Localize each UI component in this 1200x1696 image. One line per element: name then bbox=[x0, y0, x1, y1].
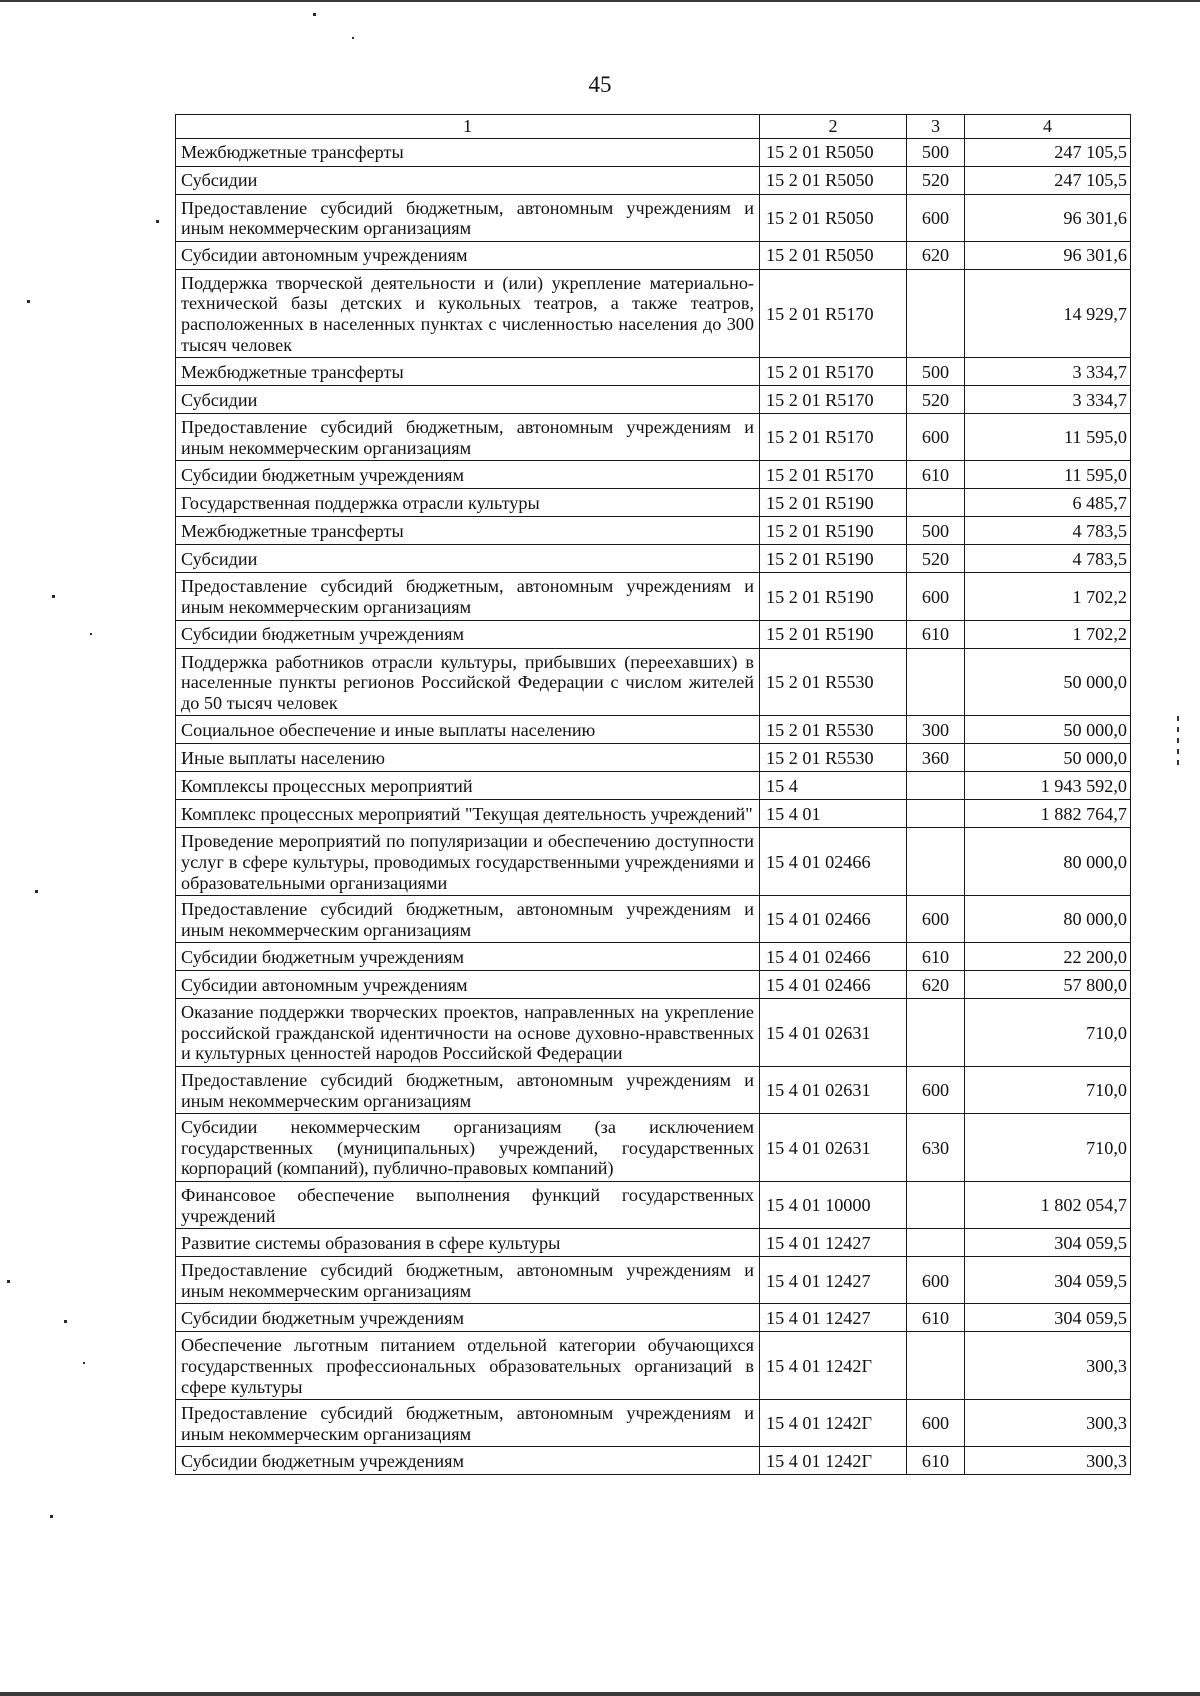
row-name: Предоставление субсидий бюджетным, автономным учреждениям и иным некоммерческим организациям bbox=[176, 1400, 760, 1447]
table-row bbox=[176, 648, 1131, 716]
row-sum: 710,0 bbox=[965, 1067, 1131, 1114]
row-sum: 3 334,7 bbox=[965, 358, 1131, 386]
row-name: Межбюджетные трансферты bbox=[176, 358, 760, 386]
row-name: Субсидии автономным учреждениям bbox=[176, 241, 760, 269]
row-sum: 300,3 bbox=[965, 1400, 1131, 1447]
budget-table bbox=[175, 114, 1131, 1475]
row-sum: 96 301,6 bbox=[965, 194, 1131, 241]
table-row bbox=[176, 414, 1131, 461]
table-body bbox=[176, 138, 1131, 1475]
row-code: 15 2 01 R5050 bbox=[760, 194, 907, 241]
table-row bbox=[176, 971, 1131, 999]
table-row bbox=[176, 1067, 1131, 1114]
row-name: Социальное обеспечение и иные выплаты населению bbox=[176, 716, 760, 744]
row-code: 15 2 01 R5530 bbox=[760, 648, 907, 716]
table-row bbox=[176, 744, 1131, 772]
table-row bbox=[176, 138, 1131, 166]
row-name: Оказание поддержки творческих проектов, направленных на укрепление российской гражданской идентичности на основе духовно-нравственных и культурных ценностей народов Российской Федерации bbox=[176, 999, 760, 1067]
row-sum: 1 802 054,7 bbox=[965, 1182, 1131, 1229]
table-row bbox=[176, 358, 1131, 386]
scan-speck bbox=[313, 13, 316, 16]
row-type bbox=[907, 1332, 965, 1400]
row-code: 15 2 01 R5190 bbox=[760, 573, 907, 620]
row-type: 520 bbox=[907, 166, 965, 194]
row-name: Межбюджетные трансферты bbox=[176, 138, 760, 166]
row-type bbox=[907, 648, 965, 716]
scan-dash bbox=[1177, 716, 1179, 770]
row-sum: 304 059,5 bbox=[965, 1304, 1131, 1332]
row-sum: 304 059,5 bbox=[965, 1229, 1131, 1257]
row-type: 520 bbox=[907, 386, 965, 414]
row-sum: 3 334,7 bbox=[965, 386, 1131, 414]
row-code: 15 2 01 R5530 bbox=[760, 744, 907, 772]
row-name: Субсидии автономным учреждениям bbox=[176, 971, 760, 999]
row-type: 630 bbox=[907, 1114, 965, 1182]
row-type bbox=[907, 269, 965, 357]
row-type bbox=[907, 772, 965, 800]
row-code: 15 2 01 R5050 bbox=[760, 241, 907, 269]
row-code: 15 2 01 R5530 bbox=[760, 716, 907, 744]
row-sum: 1 943 592,0 bbox=[965, 772, 1131, 800]
scan-speck bbox=[7, 1280, 10, 1283]
row-type bbox=[907, 1182, 965, 1229]
row-sum: 14 929,7 bbox=[965, 269, 1131, 357]
table-row bbox=[176, 896, 1131, 943]
row-code: 15 2 01 R5170 bbox=[760, 461, 907, 489]
table-row bbox=[176, 1114, 1131, 1182]
row-sum: 50 000,0 bbox=[965, 648, 1131, 716]
row-code: 15 4 01 1242Г bbox=[760, 1447, 907, 1475]
row-type: 360 bbox=[907, 744, 965, 772]
header-col-code: 2 bbox=[760, 115, 907, 139]
row-type: 610 bbox=[907, 943, 965, 971]
table-row bbox=[176, 1257, 1131, 1304]
row-type: 600 bbox=[907, 194, 965, 241]
table-row bbox=[176, 489, 1131, 517]
row-name: Государственная поддержка отрасли культуры bbox=[176, 489, 760, 517]
row-sum: 710,0 bbox=[965, 999, 1131, 1067]
table-row bbox=[176, 386, 1131, 414]
table-row bbox=[176, 828, 1131, 896]
row-code: 15 4 01 1242Г bbox=[760, 1332, 907, 1400]
row-name: Предоставление субсидий бюджетным, автономным учреждениям и иным некоммерческим организациям bbox=[176, 1067, 760, 1114]
row-type: 600 bbox=[907, 1400, 965, 1447]
row-type: 600 bbox=[907, 1257, 965, 1304]
row-code: 15 2 01 R5050 bbox=[760, 166, 907, 194]
page-number: 45 bbox=[588, 72, 612, 97]
row-name: Межбюджетные трансферты bbox=[176, 517, 760, 545]
row-code: 15 2 01 R5170 bbox=[760, 358, 907, 386]
row-code: 15 4 01 02631 bbox=[760, 999, 907, 1067]
row-code: 15 2 01 R5190 bbox=[760, 489, 907, 517]
row-type bbox=[907, 489, 965, 517]
row-name: Комплекс процессных мероприятий "Текущая деятельность учреждений" bbox=[176, 800, 760, 828]
row-type: 620 bbox=[907, 241, 965, 269]
header-row bbox=[176, 115, 1131, 139]
row-name: Поддержка творческой деятельности и (или) укрепление материально-технической базы детских и кукольных театров, а также театров, расположенных в населенных пунктах с численностью населения до 300 тысяч человек bbox=[176, 269, 760, 357]
row-type bbox=[907, 999, 965, 1067]
row-type: 600 bbox=[907, 896, 965, 943]
row-name: Субсидии bbox=[176, 386, 760, 414]
row-code: 15 4 01 02466 bbox=[760, 971, 907, 999]
row-name: Субсидии bbox=[176, 166, 760, 194]
row-name: Предоставление субсидий бюджетным, автономным учреждениям и иным некоммерческим организациям bbox=[176, 414, 760, 461]
row-code: 15 4 01 bbox=[760, 800, 907, 828]
row-type: 300 bbox=[907, 716, 965, 744]
row-name: Субсидии bbox=[176, 545, 760, 573]
row-code: 15 4 01 02631 bbox=[760, 1067, 907, 1114]
scan-top-edge bbox=[0, 0, 1200, 2]
row-sum: 11 595,0 bbox=[965, 461, 1131, 489]
row-type: 500 bbox=[907, 138, 965, 166]
table-row bbox=[176, 241, 1131, 269]
scan-speck bbox=[156, 220, 159, 223]
row-code: 15 4 01 12427 bbox=[760, 1257, 907, 1304]
row-sum: 1 882 764,7 bbox=[965, 800, 1131, 828]
scan-speck bbox=[50, 1515, 53, 1518]
row-code: 15 2 01 R5050 bbox=[760, 138, 907, 166]
table-row bbox=[176, 620, 1131, 648]
row-name: Проведение мероприятий по популяризации и обеспечению доступности услуг в сфере культуры, проводимых государственными учреждениями и образовательными организациями bbox=[176, 828, 760, 896]
row-code: 15 4 01 02466 bbox=[760, 828, 907, 896]
row-code: 15 2 01 R5170 bbox=[760, 269, 907, 357]
row-sum: 80 000,0 bbox=[965, 896, 1131, 943]
row-type: 600 bbox=[907, 414, 965, 461]
row-sum: 4 783,5 bbox=[965, 517, 1131, 545]
table-row bbox=[176, 573, 1131, 620]
table-row bbox=[176, 461, 1131, 489]
scan-speck bbox=[90, 633, 92, 635]
row-sum: 1 702,2 bbox=[965, 573, 1131, 620]
row-type: 610 bbox=[907, 461, 965, 489]
row-type: 610 bbox=[907, 1447, 965, 1475]
row-name: Субсидии бюджетным учреждениям bbox=[176, 620, 760, 648]
row-sum: 300,3 bbox=[965, 1332, 1131, 1400]
table-row bbox=[176, 716, 1131, 744]
scan-speck bbox=[83, 1362, 85, 1364]
row-sum: 300,3 bbox=[965, 1447, 1131, 1475]
table-row bbox=[176, 517, 1131, 545]
header-col-sum: 4 bbox=[965, 115, 1131, 139]
row-type: 500 bbox=[907, 358, 965, 386]
table-row bbox=[176, 1400, 1131, 1447]
scan-bottom-edge bbox=[0, 1692, 1200, 1696]
table-row bbox=[176, 1447, 1131, 1475]
row-name: Поддержка работников отрасли культуры, прибывших (переехавших) в населенные пункты регионов Российской Федерации с числом жителей до 50 тысяч человек bbox=[176, 648, 760, 716]
row-sum: 247 105,5 bbox=[965, 138, 1131, 166]
row-name: Иные выплаты населению bbox=[176, 744, 760, 772]
header-col-type: 3 bbox=[907, 115, 965, 139]
table-row bbox=[176, 269, 1131, 357]
header-col-name: 1 bbox=[176, 115, 760, 139]
row-code: 15 4 01 02466 bbox=[760, 943, 907, 971]
table-row bbox=[176, 194, 1131, 241]
row-type bbox=[907, 1229, 965, 1257]
row-name: Обеспечение льготным питанием отдельной категории обучающихся государственных профессиональных образовательных организаций в сфере культуры bbox=[176, 1332, 760, 1400]
row-name: Субсидии бюджетным учреждениям bbox=[176, 1304, 760, 1332]
row-sum: 247 105,5 bbox=[965, 166, 1131, 194]
row-type: 620 bbox=[907, 971, 965, 999]
row-type: 600 bbox=[907, 1067, 965, 1114]
row-sum: 96 301,6 bbox=[965, 241, 1131, 269]
row-sum: 57 800,0 bbox=[965, 971, 1131, 999]
row-code: 15 2 01 R5190 bbox=[760, 545, 907, 573]
row-sum: 50 000,0 bbox=[965, 716, 1131, 744]
row-code: 15 4 01 02466 bbox=[760, 896, 907, 943]
row-sum: 22 200,0 bbox=[965, 943, 1131, 971]
row-name: Субсидии бюджетным учреждениям bbox=[176, 1447, 760, 1475]
table-row bbox=[176, 1304, 1131, 1332]
row-type: 500 bbox=[907, 517, 965, 545]
table-row bbox=[176, 166, 1131, 194]
row-code: 15 2 01 R5170 bbox=[760, 414, 907, 461]
row-sum: 50 000,0 bbox=[965, 744, 1131, 772]
row-code: 15 2 01 R5170 bbox=[760, 386, 907, 414]
row-type: 610 bbox=[907, 1304, 965, 1332]
row-type: 600 bbox=[907, 573, 965, 620]
table-row bbox=[176, 545, 1131, 573]
row-sum: 1 702,2 bbox=[965, 620, 1131, 648]
scan-speck bbox=[52, 595, 55, 598]
row-type bbox=[907, 828, 965, 896]
row-code: 15 4 01 10000 bbox=[760, 1182, 907, 1229]
row-name: Развитие системы образования в сфере культуры bbox=[176, 1229, 760, 1257]
row-type: 610 bbox=[907, 620, 965, 648]
row-name: Предоставление субсидий бюджетным, автономным учреждениям и иным некоммерческим организациям bbox=[176, 896, 760, 943]
row-name: Финансовое обеспечение выполнения функций государственных учреждений bbox=[176, 1182, 760, 1229]
scan-speck bbox=[352, 37, 354, 39]
table-row bbox=[176, 1229, 1131, 1257]
table-row bbox=[176, 943, 1131, 971]
table-row bbox=[176, 1332, 1131, 1400]
row-sum: 6 485,7 bbox=[965, 489, 1131, 517]
row-code: 15 2 01 R5190 bbox=[760, 517, 907, 545]
row-name: Предоставление субсидий бюджетным, автономным учреждениям и иным некоммерческим организациям bbox=[176, 573, 760, 620]
row-name: Субсидии бюджетным учреждениям bbox=[176, 943, 760, 971]
row-sum: 4 783,5 bbox=[965, 545, 1131, 573]
row-sum: 80 000,0 bbox=[965, 828, 1131, 896]
row-name: Субсидии бюджетным учреждениям bbox=[176, 461, 760, 489]
table-row bbox=[176, 1182, 1131, 1229]
scan-speck bbox=[35, 890, 38, 893]
table-row bbox=[176, 772, 1131, 800]
row-code: 15 4 bbox=[760, 772, 907, 800]
row-sum: 710,0 bbox=[965, 1114, 1131, 1182]
row-code: 15 2 01 R5190 bbox=[760, 620, 907, 648]
row-type bbox=[907, 800, 965, 828]
row-code: 15 4 01 02631 bbox=[760, 1114, 907, 1182]
row-name: Комплексы процессных мероприятий bbox=[176, 772, 760, 800]
scan-speck bbox=[27, 300, 30, 303]
row-sum: 304 059,5 bbox=[965, 1257, 1131, 1304]
row-name: Предоставление субсидий бюджетным, автономным учреждениям и иным некоммерческим организациям bbox=[176, 1257, 760, 1304]
scan-speck bbox=[64, 1320, 67, 1323]
table-row bbox=[176, 800, 1131, 828]
row-sum: 11 595,0 bbox=[965, 414, 1131, 461]
table-row bbox=[176, 999, 1131, 1067]
row-type: 520 bbox=[907, 545, 965, 573]
row-code: 15 4 01 12427 bbox=[760, 1229, 907, 1257]
row-code: 15 4 01 12427 bbox=[760, 1304, 907, 1332]
row-name: Предоставление субсидий бюджетным, автономным учреждениям и иным некоммерческим организациям bbox=[176, 194, 760, 241]
row-name: Субсидии некоммерческим организациям (за исключением государственных (муниципальных) учреждений, государственных корпораций (компаний), публично-правовых компаний) bbox=[176, 1114, 760, 1182]
row-code: 15 4 01 1242Г bbox=[760, 1400, 907, 1447]
